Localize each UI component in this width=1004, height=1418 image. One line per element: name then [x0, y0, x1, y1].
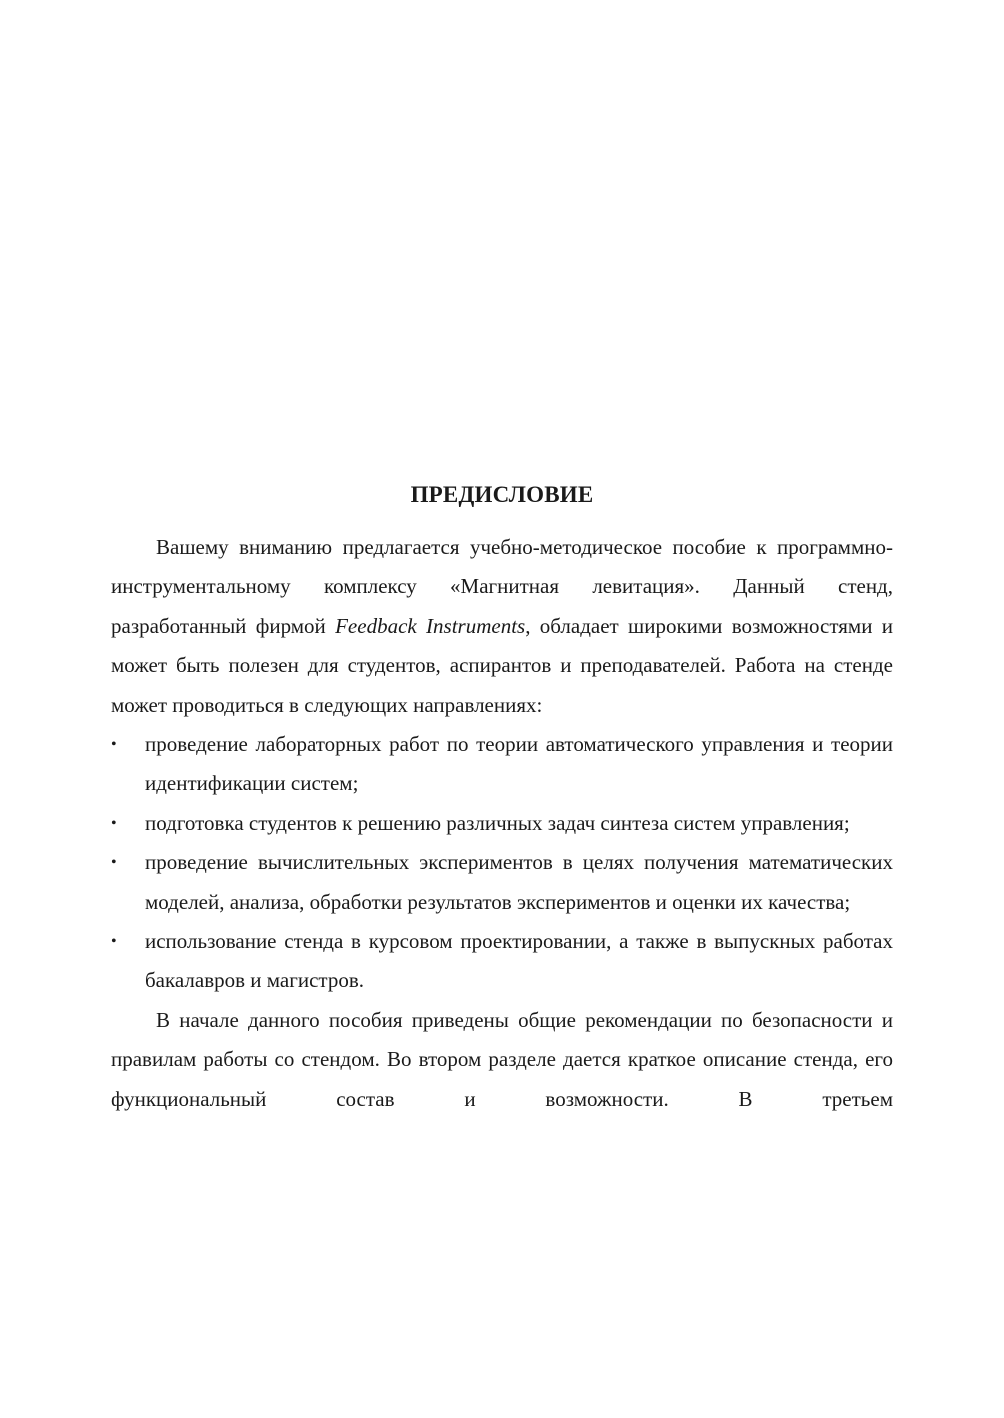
intro-paragraph: [111, 528, 893, 725]
bullet-icon: •: [111, 933, 117, 951]
bullet-icon: •: [111, 736, 117, 754]
list-item-text: подготовка студентов к решению различных задач синтеза систем управления;: [145, 810, 850, 835]
company-name: Feedback Instruments: [335, 613, 526, 638]
intro-text-start: Вашему вниманию предлагается учебно-методическое пособие к программно-инструментальному комплексу «Магнитная левитация». Данный стенд, разработанный фирмой: [111, 535, 893, 638]
list-item-text: использование стенда в курсовом проектировании, а также в выпускных работах бакалавров и магистров.: [145, 929, 893, 993]
list-item: [111, 843, 893, 922]
page-title: ПРЕДИСЛОВИЕ: [410, 482, 594, 507]
directions-list: [111, 725, 893, 1001]
closing-paragraph: В начале данного пособия приведены общие рекомендации по безопасности и правилам работы со стендом. Во втором разделе дается краткое описание стенда, его функциональный состав и возможности. В третьем: [111, 1007, 893, 1111]
list-item: [111, 922, 893, 1001]
list-item-text: проведение вычислительных экспериментов в целях получения математических моделей, анализа, обработки результатов экспериментов и оценки их качества;: [145, 850, 893, 914]
bullet-icon: •: [111, 814, 117, 832]
body-text: [111, 528, 893, 1119]
bullet-icon: •: [111, 854, 117, 872]
list-item-text: проведение лабораторных работ по теории автоматического управления и теории идентификации систем;: [145, 732, 893, 796]
list-item: [111, 804, 893, 843]
intro-text-end: , обладает широкими возможностями и может быть полезен для студентов, аспирантов и преподавателей. Работа на стенде может проводиться в следующих направлениях:: [111, 613, 893, 717]
list-item: [111, 725, 893, 804]
